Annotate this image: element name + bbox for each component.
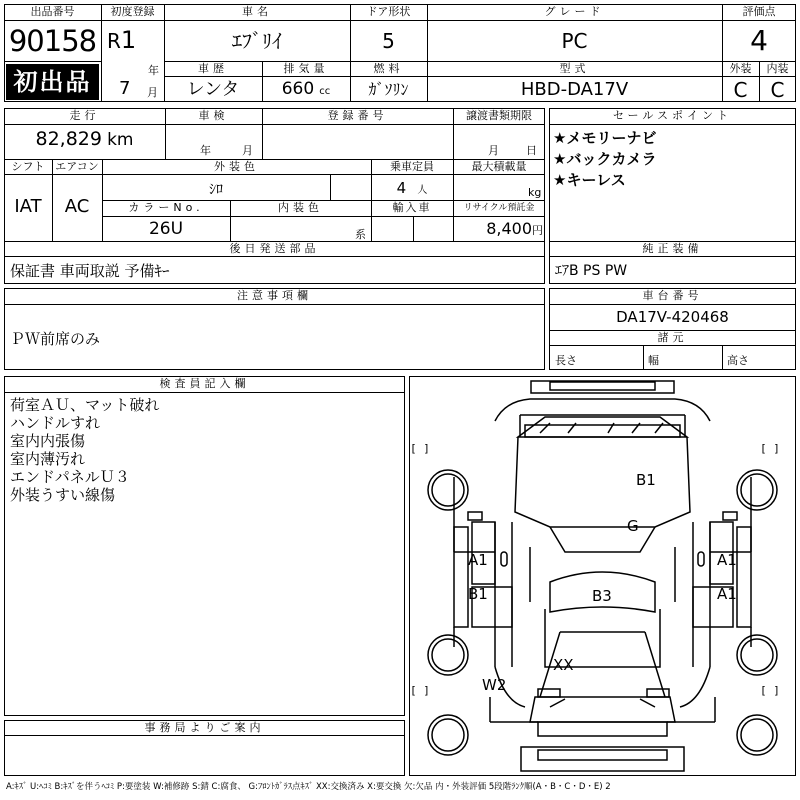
recycle-unit: 円 [532,224,543,237]
bracket-top-right: [ ] [760,442,780,455]
length-label: 長さ [555,354,577,367]
ac-value: AC [64,196,90,217]
chassis-value: DA17V-420468 [616,308,729,326]
office-header: 事務局よりご案内 [144,721,265,734]
displacement-header: 排気量 [283,62,329,75]
sales-points-header: セールスポイント [612,109,732,122]
transfer-month-unit: 月 [488,144,499,157]
era-letter: R [107,29,121,53]
car-outline [410,377,795,775]
inspection-month-unit: 月 [242,144,253,157]
plate-header: 登録番号 [327,109,388,122]
mileage [4,128,165,150]
lot-number: 90158 [8,24,97,58]
width-label: 幅 [648,354,659,367]
capacity-header: 乗車定員 [390,160,434,173]
era-year: 1 [120,26,137,54]
interior-color-header: 内装色 [278,201,323,214]
damage-mark-roof: B1 [636,471,656,489]
registration-era [107,26,136,55]
inspection-year-unit: 年 [200,144,211,157]
model-header: 型式 [559,62,590,75]
capacity [371,178,453,197]
inspector-line: 室内内張傷 [10,432,86,450]
transfer-day-unit: 日 [526,144,537,157]
history-value: レンタ [186,79,240,100]
sales-points-list [553,128,656,191]
bracket-bottom-left: [ ] [410,684,430,697]
color-no-value: 26U [148,219,184,239]
inspector-header: 検査員記入欄 [159,377,250,390]
registration-year-unit: 年 [148,64,159,77]
inspector-notes [10,396,159,504]
load-unit: kg [528,186,542,199]
displacement-value: 660 [281,79,315,99]
damage-mark-right-front-door: A1 [717,551,737,569]
equipment-value: ｴｱB PS PW [555,263,628,279]
mileage-value: 82,829 [35,128,102,150]
capacity-unit: 人 [417,185,428,196]
inspector-line: 外装うすい線傷 [10,486,116,504]
import-header: 輸入車 [392,201,432,214]
inspector-line: ハンドルすれ [10,414,101,432]
door-header: ドア形状 [366,5,411,18]
exterior-score: C [733,78,748,102]
damage-mark-left-front-door: A1 [468,551,488,569]
score-value: 4 [750,24,768,57]
parts-header: 後日発送部品 [229,242,320,255]
color-value: ｼﾛ [209,182,223,198]
recycle [453,219,543,238]
bracket-top-left: [ ] [410,442,430,455]
model-value: HBD-DA17V [520,79,629,100]
damage-mark-hood: B3 [592,587,612,605]
sales-point: ★メモリーナビ [553,129,657,147]
damage-mark-right-rear-door: A1 [717,585,737,603]
registration-header: 初度登録 [110,5,155,18]
fuel-header: 燃料 [373,62,404,75]
interior-score: C [770,78,785,102]
month-unit: 月 [147,86,158,99]
grade-header: グレード [544,5,605,18]
car-name-header: 車名 [242,5,272,18]
car-name: ｴﾌﾞﾘｲ [232,29,282,53]
inspection-header: 車検 [198,109,229,122]
shift-value: IAT [14,196,42,217]
interior-header: 内装 [766,62,789,75]
inspector-line: 荷室ＡＵ、マット破れ [10,396,160,414]
score-header: 評価点 [742,5,776,18]
capacity-value: 4 [396,179,407,197]
damage-mark-front-bumper: XX [553,656,574,674]
color-header: 外装色 [214,160,259,173]
sales-point: ★キーレス [553,171,626,189]
legend-footer: A:ｷｽﾞ U:ﾍｺﾐ B:ｷｽﾞを伴うﾍｺﾐ P:要塗装 W:補修跡 S:錆 C:腐食、 G:ﾌﾛﾝﾄｶﾞﾗｽ点ｷｽﾞ XX:交換済み X:要交換 欠:欠品 内・外装評価 5段階ﾗﾝｸ順(A・B・C・D・E) 2 [6,782,611,792]
mileage-unit: km [107,130,134,150]
ac-header: エアコン [55,160,99,173]
fuel-value: ｶﾞｿﾘﾝ [368,80,409,99]
exterior-header: 外装 [729,62,752,75]
grade-value: PC [561,29,588,53]
notes-header: 注意事項欄 [237,289,312,302]
lot-number-header: 出品番号 [30,5,75,18]
dims-header: 諸元 [657,331,688,344]
damage-mark-windshield: G [627,517,639,535]
month-value: 7 [119,78,131,99]
history-header: 車歴 [198,62,228,75]
car-diagram [409,376,796,776]
displacement [262,79,350,99]
notes-value: ＰＷ前席のみ [10,330,101,348]
inspector-line: エンドパネルＵ３ [10,468,130,486]
displacement-unit: cc [319,86,331,97]
color-no-header: カラーNo. [128,201,204,214]
damage-mark-left-front-fender: W2 [482,676,507,694]
load-header: 最大積載量 [471,160,527,173]
door-value: 5 [382,29,395,53]
recycle-header: リサイクル預託金 [463,203,535,213]
chassis-header: 車台番号 [642,289,703,302]
equipment-header: 純正装備 [642,242,703,255]
inspector-line: 室内薄汚れ [10,450,86,468]
shift-header: シフト [11,160,45,173]
height-label: 高さ [727,354,749,367]
transfer-header: 譲渡書類期限 [466,109,532,122]
mileage-header: 走行 [69,109,100,122]
parts-value: 保証書 車両取説 予備ｷｰ [10,262,170,280]
recycle-value: 8,400 [486,219,532,238]
interior-color-unit: 系 [355,228,366,241]
damage-mark-left-rear-door: B1 [468,585,488,603]
first-listing-badge: 初出品 [6,64,99,100]
bracket-bottom-right: [ ] [760,684,780,697]
sales-point: ★バックカメラ [553,150,657,168]
registration-month [101,78,164,102]
